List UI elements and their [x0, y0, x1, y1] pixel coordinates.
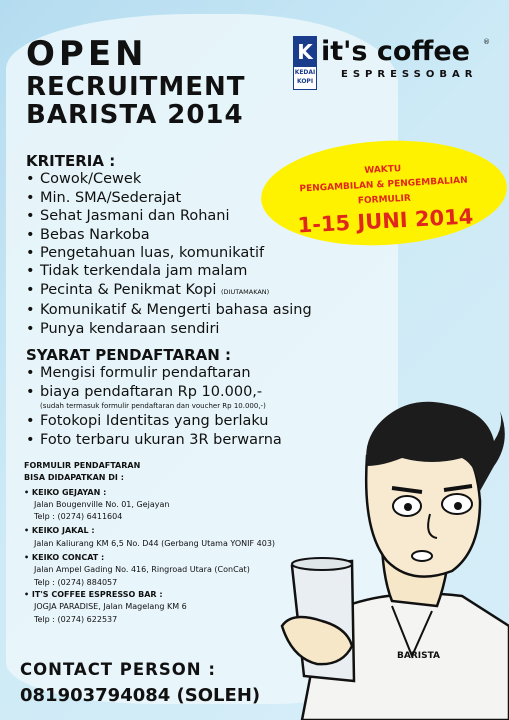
list-item: • Tidak terkendala jam malam — [26, 262, 312, 280]
badge-line-3: FORMULIR — [357, 193, 412, 207]
list-item: • Foto terbaru ukuran 3R berwarna — [26, 431, 282, 449]
fee-note: (sudah termasuk formulir pendaftaran dan voucher Rp 10.000,-) — [40, 402, 266, 411]
location-phone: Telp : (0274) 884057 — [34, 577, 118, 587]
list-item: • Pengetahuan luas, komunikatif — [26, 244, 312, 262]
title-line-1: OPEN — [26, 34, 148, 74]
location-phone: Telp : (0274) 6411604 — [34, 512, 123, 522]
list-item-text: Pecinta & Penikmat Kopi — [40, 281, 217, 298]
brand-subtitle: ESPRESSOBAR — [341, 69, 478, 80]
list-item: • Bebas Narkoba — [26, 226, 312, 244]
list-item: • Punya kendaraan sendiri — [26, 320, 312, 338]
kedai-kopi-logo — [293, 36, 317, 90]
location-name: • IT'S COFFEE ESPRESSO BAR : — [24, 589, 163, 599]
locations-subheading: BISA DIDAPATKAN DI : — [24, 473, 124, 483]
locations-section — [24, 460, 275, 626]
list-item: • Cowok/Cewek — [26, 170, 312, 188]
barista-illustration — [262, 396, 509, 720]
contact-phone: 081903794084 (SOLEH) — [20, 685, 261, 706]
location-name: • KEIKO JAKAL : — [24, 526, 95, 536]
location-address: Jalan Kaliurang KM 6,5 No. D44 (Gerbang Utama YONIF 403) — [34, 538, 276, 548]
list-item: • biaya pendaftaran Rp 10.000,- — [26, 383, 282, 401]
badge-line-1: WAKTU — [364, 164, 402, 176]
location-address: Jalan Bougenville No. 01, Gejayan — [34, 499, 170, 509]
badge-dates: 1-15 JUNI 2014 — [297, 204, 474, 238]
priority-note: (DIUTAMAKAN) — [221, 287, 270, 296]
list-item — [26, 281, 312, 301]
title-line-2: RECRUITMENT — [26, 72, 246, 102]
title-line-3: BARISTA 2014 — [26, 100, 244, 130]
list-item: • Mengisi formulir pendaftaran — [26, 364, 282, 382]
kedai-word: KEDAI — [294, 69, 316, 76]
list-item: • Min. SMA/Sederajat — [26, 189, 312, 207]
contact-label: CONTACT PERSON : — [20, 660, 216, 679]
list-item: • Fotokopi Identitas yang berlaku — [26, 412, 282, 430]
badge-line-2: PENGAMBILAN & PENGEMBALIAN — [299, 175, 468, 195]
location-address: Jalan Ampel Gading No. 416, Ringroad Utara (ConCat) — [34, 565, 250, 575]
kopi-word: KOPI — [296, 78, 314, 85]
criteria-heading: KRITERIA : — [26, 152, 116, 170]
location-name: • KEIKO CONCAT : — [24, 553, 105, 563]
list-item: • Komunikatif & Mengerti bahasa asing — [26, 301, 312, 319]
requirements-heading: SYARAT PENDAFTARAN : — [26, 346, 231, 364]
location-phone: Telp : (0274) 622537 — [34, 614, 118, 624]
cup-label: BARISTA — [397, 651, 440, 661]
location-name: • KEIKO GEJAYAN : — [24, 487, 107, 497]
brand-logo — [293, 36, 489, 92]
kedai-letter: K — [294, 37, 316, 67]
location-address: JOGJA PARADISE, Jalan Magelang KM 6 — [34, 602, 187, 612]
registered-mark: ® — [483, 38, 490, 46]
brand-name: it's coffee — [321, 36, 470, 67]
list-item: • Sehat Jasmani dan Rohani — [26, 207, 312, 225]
locations-heading: FORMULIR PENDAFTARAN — [24, 461, 141, 470]
requirements-list — [26, 346, 282, 449]
